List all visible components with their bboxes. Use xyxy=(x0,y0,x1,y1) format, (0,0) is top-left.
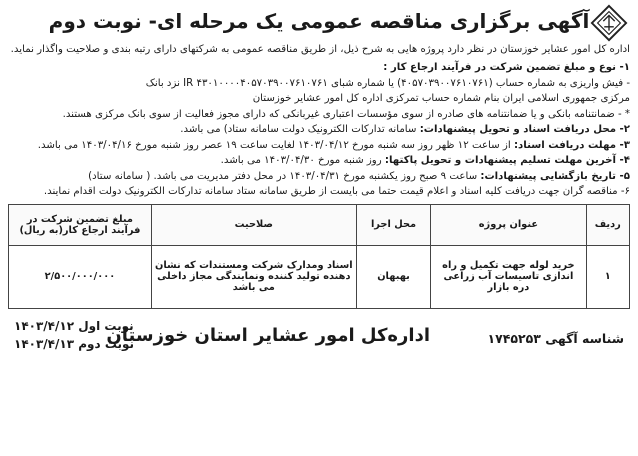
section-4 xyxy=(8,153,630,169)
section-3-text: از ساعت ۱۲ ظهر روز سه شنبه مورخ ۱۴۰۳/۰۴/۱۲ لغایت ساعت ۱۹ عصر روز شنبه مورخ ۱۴۰۳/۰۴/۱۶ می باشد. xyxy=(37,139,511,151)
notice-id: شناسه آگهی ۱۷۴۵۲۵۳ xyxy=(487,330,624,346)
section-1-line-2: مرکزی جمهوری اسلامی ایران بنام شماره حساب تمرکزی اداره کل امور عشایر خوزستان xyxy=(252,93,630,104)
section-2-text: سامانه تدارکات الکترونیک دولت سامانه ستاد) می باشد. xyxy=(180,124,417,135)
table-header-cell: ردیف xyxy=(586,204,629,245)
section-5-heading: ۵- تاریخ بازگشایی پیشنهادات: xyxy=(480,170,630,182)
section-1 xyxy=(8,60,630,122)
publication-rounds xyxy=(14,317,134,353)
intro-paragraph: اداره کل امور عشایر خوزستان در نظر دارد پروژه هایی به شرح ذیل، از طریق مناقصه عمومی به شرکتهای دارای رتبه بندی و صلاحیت واگذار نماید. xyxy=(10,44,630,55)
notice-footer xyxy=(8,313,630,365)
section-1-heading: ۱- نوع و مبلغ تضمین شرکت در فرآیند ارجاع کار : xyxy=(383,62,630,73)
table-cell-location: بهبهان xyxy=(356,245,431,308)
round-2-date: نوبت دوم ۱۴۰۳/۴/۱۳ xyxy=(14,336,135,351)
section-4-text: روز شنبه مورخ ۱۴۰۳/۰۴/۳۰ می باشد. xyxy=(220,155,382,166)
table-cell-qualification: اسناد ومدارک شرکت ومستندات که نشان دهنده تولید کننده ونمایندگی مجاز داخلی می باشد xyxy=(151,245,356,308)
section-1-line-3: * - ضمانتنامه بانکی و یا ضمانتنامه های صادره از سوی مؤسسات اعتباری غیربانکی که دارای مجوز فعالیت از سوی بانک مرکزی هستند. xyxy=(62,108,630,120)
section-2 xyxy=(8,122,630,138)
title-row xyxy=(8,4,630,40)
table-cell-guarantee-amount: ۲/۵۰۰/۰۰۰/۰۰۰ xyxy=(9,245,152,308)
table-cell-project-title: خرید لوله جهت تکمیل و راه اندازی تاسیسات آب زراعی دره بازار xyxy=(431,245,586,308)
notice-title: آگهی برگزاری مناقصه عمومی یک مرحله ای- نوبت دوم xyxy=(48,9,590,33)
section-5 xyxy=(8,169,630,185)
table-cell-row-number: ۱ xyxy=(586,245,629,308)
section-3-heading: ۳- مهلت دریافت اسناد: xyxy=(513,139,630,151)
round-1-date: نوبت اول ۱۴۰۳/۴/۱۲ xyxy=(14,318,134,333)
table-header-cell: عنوان پروژه xyxy=(431,204,586,245)
section-5-text: ساعت ۹ صبح روز یکشنبه مورخ ۱۴۰۳/۰۴/۳۱ در محل دفتر مدیریت می باشد. ( سامانه ستاد) xyxy=(88,170,478,182)
projects-table xyxy=(8,204,630,309)
section-3 xyxy=(8,138,630,154)
organization-name: اداره‌کل امور عشایر استان خوزستان xyxy=(106,324,430,346)
section-4-heading: ۴- آخرین مهلت تسلیم پیشنهادات و تحویل پاکتها: xyxy=(384,155,630,166)
table-header-cell: صلاحیت xyxy=(151,204,356,245)
section-1-line-1: - فیش واریزی به شماره حساب (۴۰۵۷۰۳۹۰۰۷۶۱۰۷۶۱) یا شماره شبای IR ۴۳۰۱۰۰۰۰۴۰۵۷۰۳۹۰۰۷۶۱۰۷۶۱ نزد بانک xyxy=(145,77,630,89)
section-2-heading: ۲- محل دریافت اسناد و تحویل پیشنهادات: xyxy=(419,124,630,135)
table-header-cell: محل اجرا xyxy=(356,204,431,245)
section-6: ۶- مناقصه گران جهت دریافت کلیه اسناد و اعلام قیمت حتما می بایست از طریق سامانه ستاد سامانه تدارکات الکترونیک دولت اقدام نمایند. xyxy=(43,186,630,197)
table-row xyxy=(9,245,630,308)
table-header-cell: مبلغ تضمین شرکت در فرآیند ارجاع کار(به ریال) xyxy=(9,204,152,245)
table-header-row xyxy=(9,204,630,245)
